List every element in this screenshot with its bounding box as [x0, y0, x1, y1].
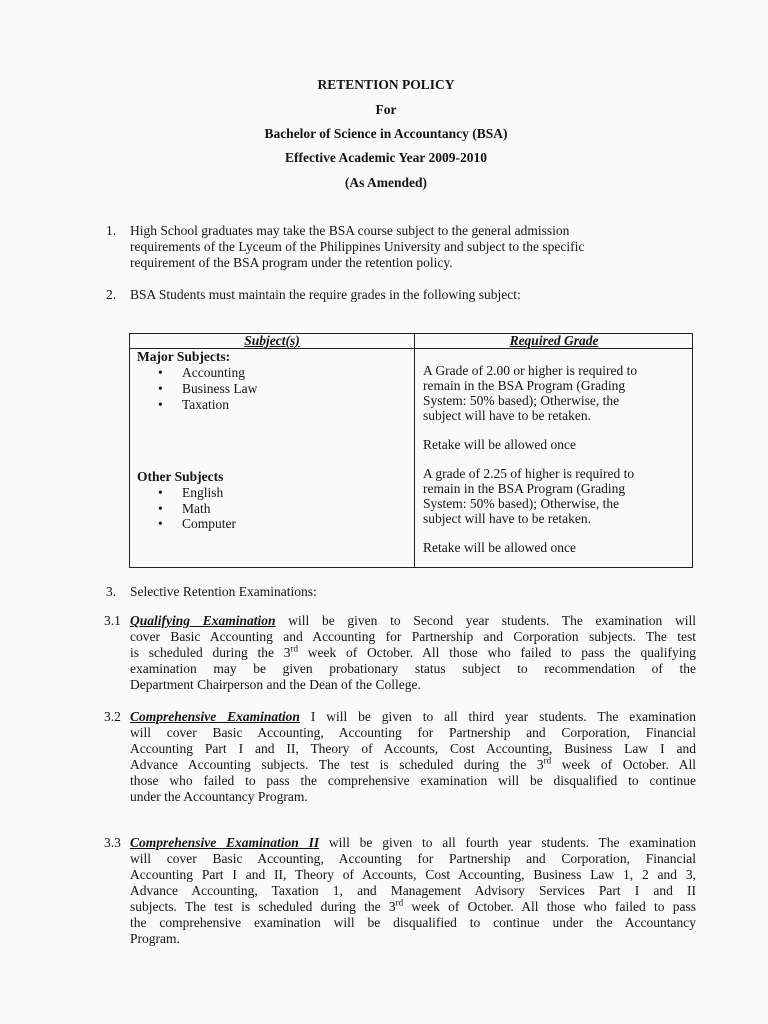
column-header-required-grade: Required Grade [509, 333, 599, 348]
program-name: Bachelor of Science in Accountancy (BSA) [264, 126, 508, 141]
grades-table: Subject(s) Required Grade Major Subjects: • Accounting • Business Law • Taxation A Grade of 2.00 or higher is required to remain in the BSA Program (Grading System: 50% based); Otherwise, the subject will have to be retaken. Retake will be allowed once Other Subjects • English • Math • Computer A grade of 2.25 of higher is required to remain in the BSA Program (Grading System: 50% based); Otherwise, the subject will have to be retaken. Retake will be allowed once [129, 333, 693, 568]
section-3-1 [104, 613, 696, 695]
column-header-subjects: Subject(s) [244, 333, 300, 348]
item-line: Selective Retention Examinations: [130, 584, 317, 599]
category-other-subjects: Other Subjects [137, 469, 224, 484]
section-3-3 [104, 835, 696, 949]
section-number: 3.2 [104, 709, 121, 724]
section-body: Comprehensive Examination II will be given to all fourth year students. The examination will cover Basic Accounting, Accounting for Partnership and Corporation, Financial Accounting Part I and II, Theory of Accounts, Cost Accounting, Business Law 1, 2 and 3, Advance Accounting, Taxation 1, and Management Advisory Services Part I and II subjects. The test is scheduled during the 3rd week of October. All those who failed to pass the comprehensive examination will be disqualified to continue under the Accountancy Program. [130, 835, 696, 946]
document-title: RETENTION POLICY [317, 77, 455, 92]
category-major-subjects: Major Subjects: [137, 349, 231, 364]
grade-requirement-other: A grade of 2.25 of higher is required to remain in the BSA Program (Grading System: 50% based); Otherwise, the subject will have to be retaken. [423, 466, 635, 526]
item-number: 3. [106, 584, 117, 599]
item-number: 2. [106, 287, 117, 302]
amended-note: (As Amended) [344, 175, 428, 190]
section-body: Qualifying Examination will be given to Second year students. The examination will cover Basic Accounting and Accounting for Partnership and Corporation subjects. The test is scheduled during the 3rd week of October. All those who failed to pass the qualifying examination may be given probationary status subject to recommendation of the Department Chairperson and the Dean of the College. [130, 613, 696, 692]
effective-year: Effective Academic Year 2009-2010 [284, 150, 488, 165]
policy-item-1 [106, 223, 706, 273]
section-title: Comprehensive Examination [130, 709, 300, 724]
policy-item-3 [106, 584, 706, 600]
grade-requirement-major: A Grade of 2.00 or higher is required to remain in the BSA Program (Grading System: 50% based); Otherwise, the subject will have to be retaken. [423, 363, 638, 423]
item-line: requirements of the Lyceum of the Philippines University and subject to the specific [130, 239, 585, 254]
retake-note-other: Retake will be allowed once [423, 540, 576, 555]
item-line: requirement of the BSA program under the retention policy. [130, 255, 453, 270]
section-title: Qualifying Examination [130, 613, 276, 628]
item-number: 1. [106, 223, 117, 238]
item-line: High School graduates may take the BSA course subject to the general admission [130, 223, 570, 238]
section-3-2 [104, 709, 696, 807]
item-line: BSA Students must maintain the require grades in the following subject: [130, 287, 521, 302]
section-title: Comprehensive Examination II [130, 835, 320, 850]
retake-note-major: Retake will be allowed once [423, 437, 576, 452]
section-number: 3.1 [104, 613, 121, 628]
title-for: For [375, 102, 397, 117]
section-body: Comprehensive Examination I will be given to all third year students. The examination will cover Basic Accounting, Accounting for Partnership and Corporation, Financial Accounting Part I and II, Theory of Accounts, Cost Accounting, Business Law I and Advance Accounting subjects. The test is scheduled during the 3rd week of October. All those who failed to pass the comprehensive examination will be disqualified to continue under the Accountancy Program. [130, 709, 696, 804]
section-number: 3.3 [104, 835, 121, 850]
policy-item-2 [106, 287, 706, 303]
